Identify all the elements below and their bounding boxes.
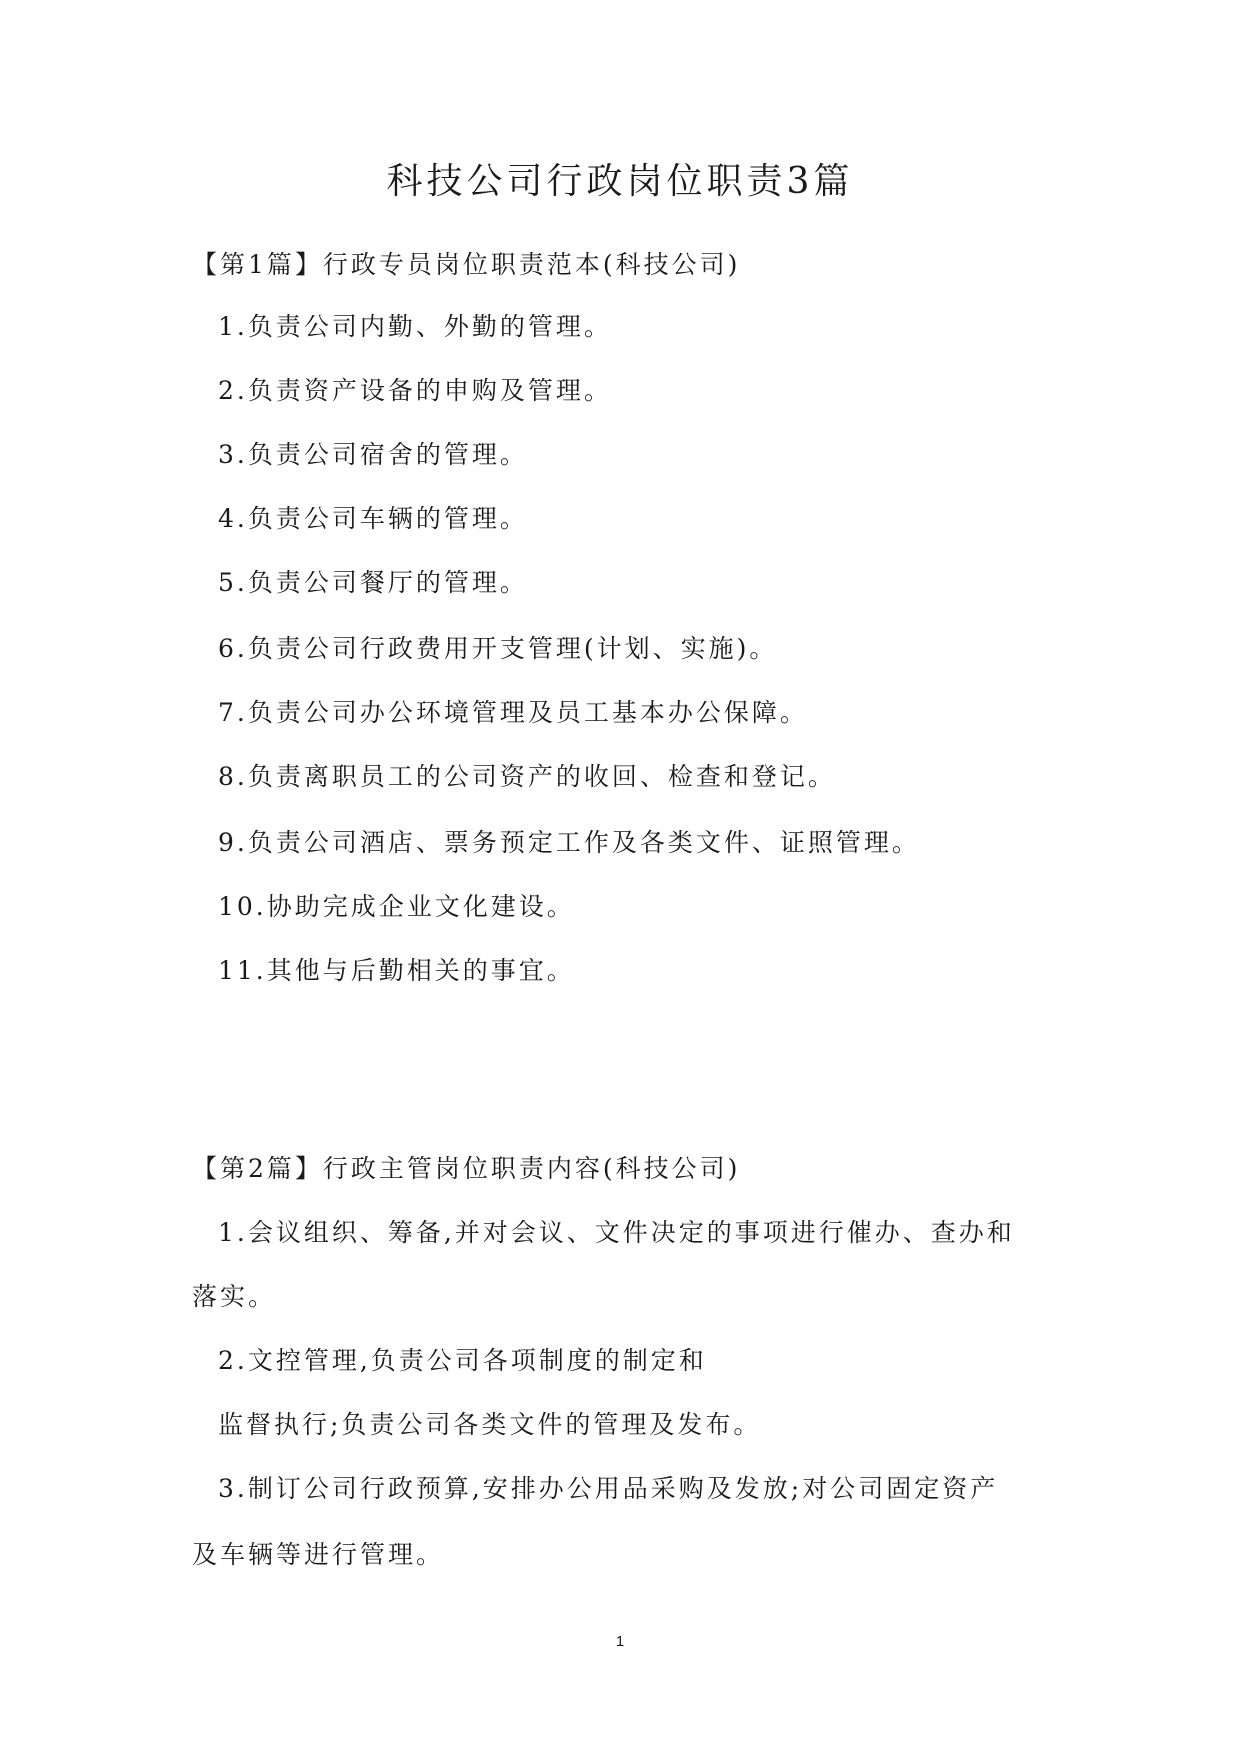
section-1-item-5: 5.负责公司餐厅的管理。 bbox=[218, 568, 528, 597]
section-2-item-1-line-2: 落实。 bbox=[192, 1282, 277, 1311]
section-2-item-2-line-1: 2.文控管理,负责公司各项制度的制定和 bbox=[218, 1346, 707, 1375]
section-2-item-3-line-2: 及车辆等进行管理。 bbox=[192, 1540, 445, 1569]
section-2-item-2-line-2: 监督执行;负责公司各类文件的管理及发布。 bbox=[218, 1410, 762, 1439]
section-1-item-10: 10.协助完成企业文化建设。 bbox=[218, 892, 575, 921]
section-2-item-3-line-1: 3.制订公司行政预算,安排办公用品采购及发放;对公司固定资产 bbox=[218, 1474, 999, 1503]
section-1-item-11: 11.其他与后勤相关的事宜。 bbox=[218, 956, 575, 985]
section-1-item-7: 7.负责公司办公环境管理及员工基本办公保障。 bbox=[218, 698, 808, 727]
section-1-item-6: 6.负责公司行政费用开支管理(计划、实施)。 bbox=[218, 634, 778, 663]
page-number: 1 bbox=[615, 1633, 625, 1650]
section-2-heading: 【第2篇】行政主管岗位职责内容(科技公司) bbox=[192, 1154, 741, 1183]
section-1-item-9: 9.负责公司酒店、票务预定工作及各类文件、证照管理。 bbox=[218, 828, 920, 857]
section-2-item-1-line-1: 1.会议组织、筹备,并对会议、文件决定的事项进行催办、查办和 bbox=[218, 1218, 1015, 1247]
section-1-item-3: 3.负责公司宿舍的管理。 bbox=[218, 440, 528, 469]
section-1-item-8: 8.负责离职员工的公司资产的收回、检查和登记。 bbox=[218, 762, 836, 791]
section-1-item-4: 4.负责公司车辆的管理。 bbox=[218, 504, 528, 533]
document-title: 科技公司行政岗位职责3篇 bbox=[386, 161, 854, 202]
section-1-heading: 【第1篇】行政专员岗位职责范本(科技公司) bbox=[192, 250, 741, 279]
section-1-item-2: 2.负责资产设备的申购及管理。 bbox=[218, 376, 612, 405]
section-1-item-1: 1.负责公司内勤、外勤的管理。 bbox=[218, 312, 612, 341]
